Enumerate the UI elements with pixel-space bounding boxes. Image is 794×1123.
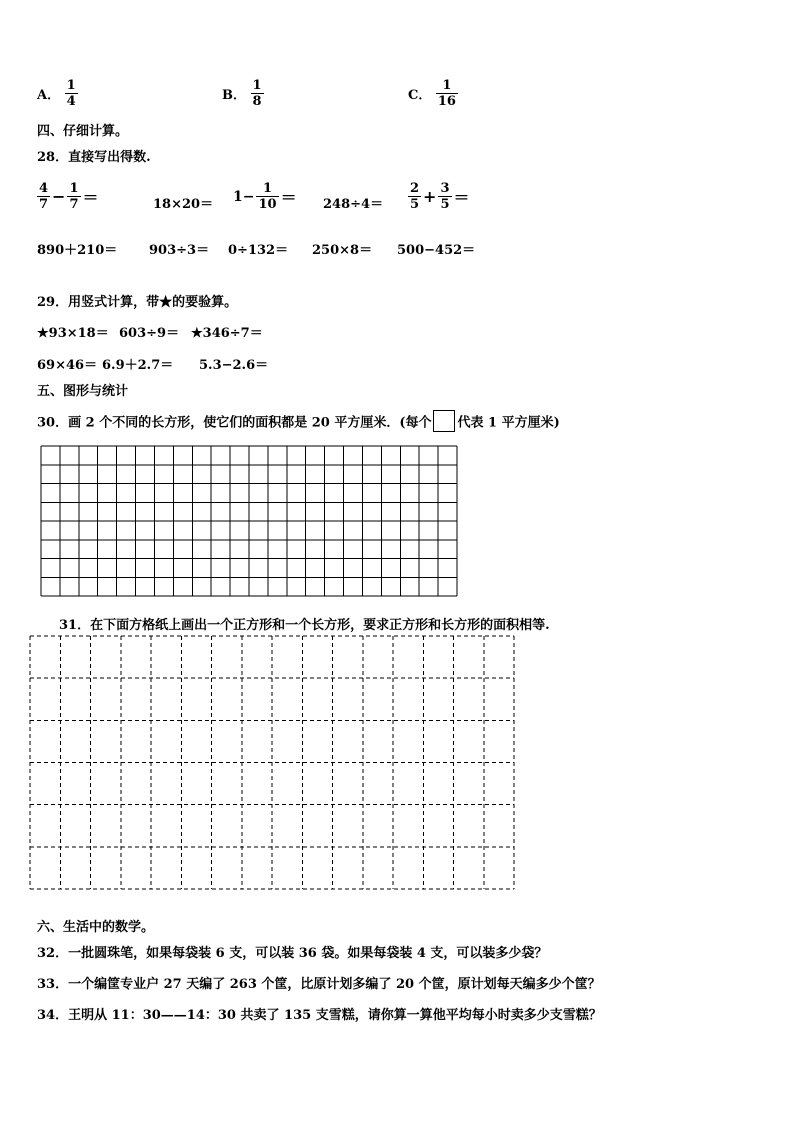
q28-expr-10: 500−452＝ [397,243,476,258]
fraction-denominator: 5 [410,197,420,212]
q32-text: 32．一批圆珠笔，如果每袋装 6 支，可以装 36 袋。如果每袋装 4 支，可以装多少袋？ [37,946,548,961]
fraction-denominator: 10 [258,197,277,212]
q29-expr-3: ★346÷7＝ [191,326,263,341]
q29-expr-1: ★93×18＝ [37,326,109,341]
expression-lead: 1− [233,188,255,205]
fraction-numerator: 3 [440,181,450,196]
q28-expr-7: 903÷3＝ [149,243,210,258]
fraction-denominator: 7 [69,197,79,212]
operator: + [423,187,437,206]
section-6-title: 六、生活中的数学。 [37,920,155,935]
q30-text-before: 30．画 2 个不同的长方形，使它们的面积都是 20 平方厘米．(每个 [37,415,432,431]
equals-sign: ＝ [82,188,99,207]
fraction-denominator: 8 [252,94,262,109]
q29-expr-2: 603÷9＝ [119,326,180,341]
q31-text: 31．在下面方格纸上画出一个正方形和一个长方形，要求正方形和长方形的面积相等. [59,618,550,633]
q29-expr-4: 69×46＝ [37,358,98,373]
fraction-numerator: 1 [442,78,452,93]
q29-expr-5: 6.9＋2.7＝ [102,358,174,373]
operator: − [52,187,66,206]
q28-expr-2: 18×20＝ [153,197,214,212]
q28-expr-9: 250×8＝ [312,243,373,258]
q30-text-after: 代表 1 平方厘米) [457,415,560,431]
q28-expr-4: 248÷4＝ [323,197,384,212]
fraction-denominator: 4 [66,94,76,109]
fraction-numerator: 2 [410,181,420,196]
equals-sign: ＝ [453,188,470,207]
q33-text: 33．一个编筐专业户 27 天编了 263 个筐，比原计划多编了 20 个筐，原计划每天编多少个筐？ [37,977,601,992]
option-a-label: A． [37,88,61,103]
q29-title: 29．用竖式计算，带★的要验算。 [37,295,238,310]
q28-expr-6: 890＋210＝ [37,243,118,258]
q28-expr-8: 0÷132＝ [228,243,289,258]
q29-expr-6: 5.3−2.6＝ [199,358,269,373]
option-c-label: C． [408,88,432,103]
q28-title: 28．直接写出得数. [37,150,151,165]
fraction-numerator: 1 [252,78,262,93]
fraction-denominator: 7 [39,197,49,212]
fraction-denominator: 5 [440,197,450,212]
fraction-denominator: 16 [437,94,456,109]
fraction-numerator: 1 [66,78,76,93]
q34-text: 34．王明从 11：30——14：30 共卖了 135 支雪糕，请你算一算他平均每小时卖多少支雪糕？ [37,1008,602,1023]
option-b-label: B． [222,88,246,103]
fraction-numerator: 4 [39,181,49,196]
equals-sign: ＝ [280,188,297,207]
section-5-title: 五、图形与统计 [37,384,129,399]
fraction-numerator: 1 [263,181,273,196]
fraction-numerator: 1 [69,181,79,196]
section-4-title: 四、仔细计算。 [37,124,129,139]
